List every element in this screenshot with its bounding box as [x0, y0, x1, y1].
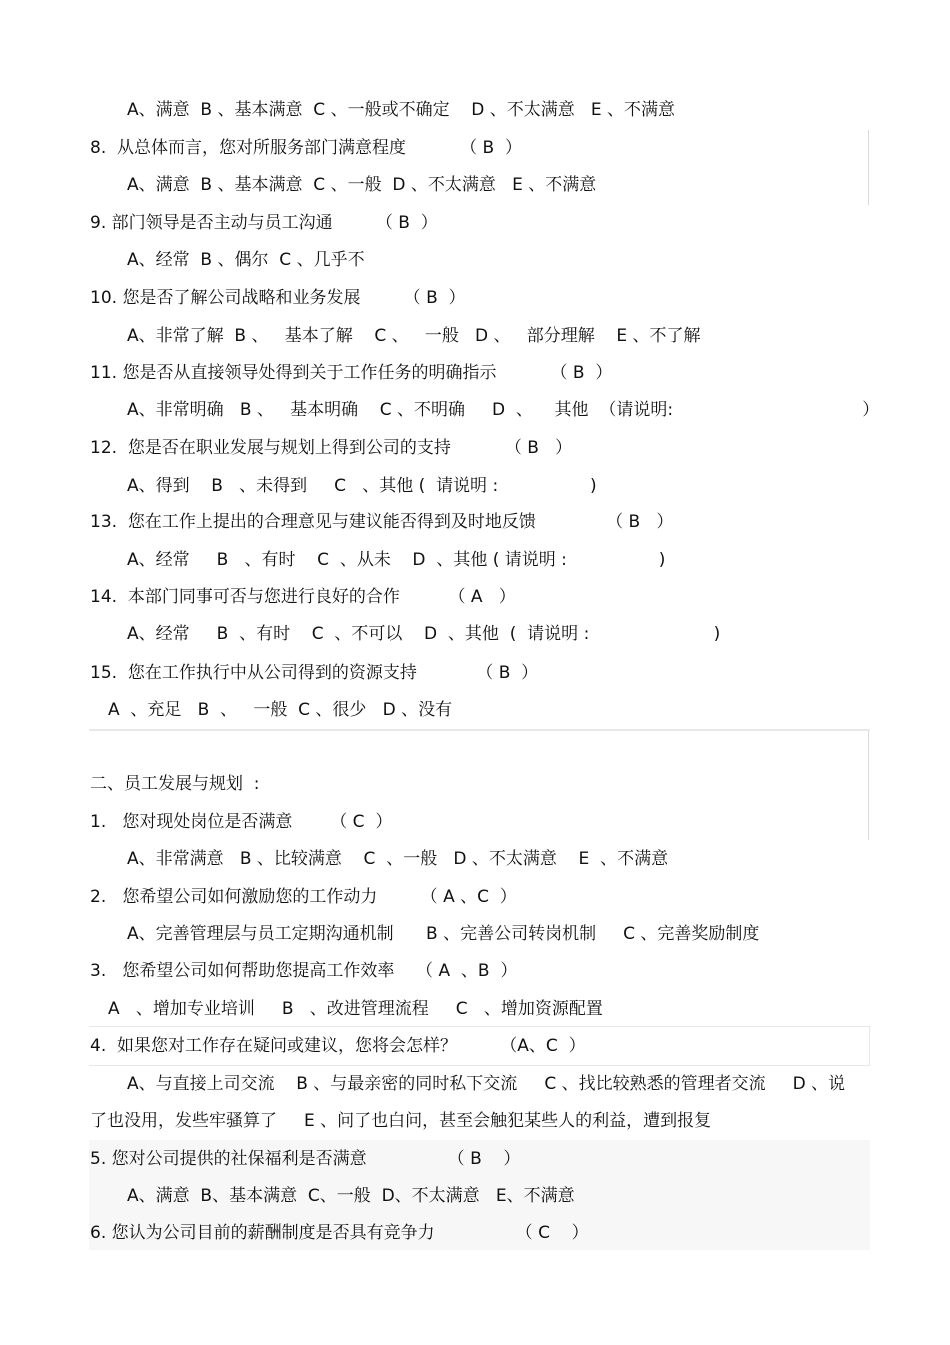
s2-q6-question: 6. 您认为公司目前的薪酬制度是否具有竞争力 （ C ）: [90, 1223, 589, 1243]
s2-q3-question: 3. 您希望公司如何帮助您提高工作效率 （ A 、B ）: [90, 961, 518, 981]
q15-question: 15. 您在工作执行中从公司得到的资源支持 （ B ）: [90, 663, 539, 683]
section-heading: 二、员工发展与规划 :: [90, 774, 260, 794]
s2-q2-options: A、完善管理层与员工定期沟通机制 B 、完善公司转岗机制 C 、完善奖励制度: [127, 924, 760, 944]
q13-question: 13. 您在工作上提出的合理意见与建议能否得到及时地反馈 （ B ）: [90, 512, 674, 532]
q11-question: 11. 您是否从直接领导处得到关于工作任务的明确指示 （ B ）: [90, 363, 613, 383]
q9-question: 9. 部门领导是否主动与员工沟通 （ B ）: [90, 213, 438, 233]
q12-options: A、得到 B 、未得到 C 、其他 ( 请说明 : ): [127, 476, 597, 496]
q14-question: 14. 本部门同事可否与您进行良好的合作 （ A ）: [90, 587, 516, 607]
s2-q4-question: 4. 如果您对工作存在疑问或建议，您将会怎样？ （A、C ）: [90, 1036, 586, 1056]
q8-options: A、满意 B 、基本满意 C 、一般 D 、不太满意 E 、不满意: [127, 175, 597, 195]
page-border-line: [868, 130, 869, 205]
q10-options: A、非常了解 B 、 基本了解 C 、 一般 D 、 部分理解 E 、不了解: [127, 326, 701, 346]
s2-q4-options-line1: A、与直接上司交流 B 、与最亲密的同时私下交流 C 、找比较熟悉的管理者交流 D 、说: [127, 1074, 846, 1094]
q9-options: A、经常 B 、偶尔 C 、几乎不: [127, 250, 365, 270]
q11-options: A、非常明确 B 、 基本明确 C 、不明确 D 、 其他 （请说明: ）: [127, 400, 880, 420]
page-border-line: [868, 730, 869, 840]
q15-options: A 、充足 B 、 一般 C 、很少 D 、没有: [108, 700, 453, 720]
q14-options: A、经常 B 、有时 C 、不可以 D 、其他 ( 请说明 : ): [127, 624, 721, 644]
q13-options: A、经常 B 、有时 C 、从未 D 、其他 ( 请说明 : ): [127, 550, 666, 570]
s2-q1-options: A、非常满意 B 、比较满意 C 、一般 D 、不太满意 E 、不满意: [127, 849, 669, 869]
q7-options: A、满意 B 、基本满意 C 、一般或不确定 D 、不太满意 E 、不满意: [127, 100, 676, 120]
s2-q3-options: A 、增加专业培训 B 、改进管理流程 C 、增加资源配置: [108, 999, 603, 1019]
s2-q5-question: 5. 您对公司提供的社保福利是否满意 （ B ）: [90, 1149, 521, 1169]
s2-q1-question: 1. 您对现处岗位是否满意 （ C ）: [90, 812, 393, 832]
page-border-box: [89, 729, 870, 731]
s2-q2-question: 2. 您希望公司如何激励您的工作动力 （ A 、C ）: [90, 887, 517, 907]
s2-q4-options-line2: 了也没用，发些牢骚算了 E 、问了也白问，甚至会触犯某些人的利益，遭到报复: [90, 1111, 712, 1131]
s2-q5-options: A、满意 B、基本满意 C、一般 D、不太满意 E、不满意: [127, 1186, 575, 1206]
q10-question: 10. 您是否了解公司战略和业务发展 （ B ）: [90, 288, 466, 308]
q8-question: 8. 从总体而言，您对所服务部门满意程度 （ B ）: [90, 138, 522, 158]
q12-question: 12. 您是否在职业发展与规划上得到公司的支持 （ B ）: [90, 438, 573, 458]
